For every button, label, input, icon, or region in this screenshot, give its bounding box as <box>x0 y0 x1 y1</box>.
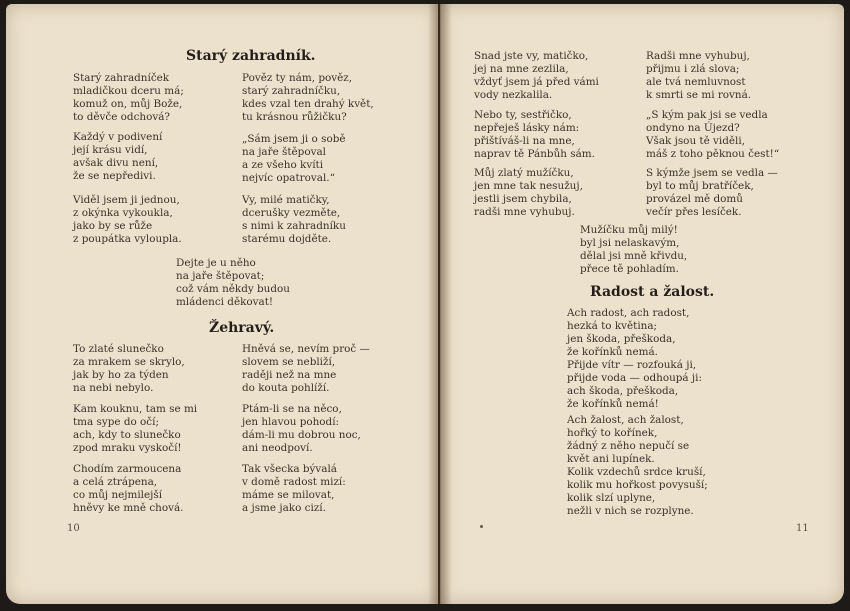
verse-line: S kýmže jsem se vedla — <box>646 167 778 179</box>
verse-line: na jaře štěpovat; <box>176 270 265 282</box>
poem-title-stary-zahradnik: Starý zahradník. <box>186 48 316 64</box>
stanza <box>73 463 183 515</box>
stanza <box>73 194 182 246</box>
verse-line: Ptám-li se na něco, <box>242 403 342 415</box>
verse-line: jestli jsem chybila, <box>474 193 572 205</box>
poem-title-radost-a-zalost: Radost a žalost. <box>590 284 715 300</box>
stanza <box>73 343 185 395</box>
verse-line: Pověz ty nám, pověz, <box>242 72 353 84</box>
stanza <box>567 307 702 411</box>
stanza <box>580 224 687 276</box>
page-mark <box>480 525 483 528</box>
verse-line: starý zahradníčku, <box>242 85 341 97</box>
verse-line: z poupátka vyloupla. <box>73 233 182 245</box>
verse-line: jen škoda, přeškoda, <box>567 333 676 345</box>
stanza <box>242 72 374 124</box>
verse-line: žádný z něho nepučí se <box>567 440 690 452</box>
book-gutter <box>428 4 452 604</box>
verse-line: byl to můj bratříček, <box>646 180 754 192</box>
stanza <box>242 463 346 515</box>
verse-line: přece tě pohladím. <box>580 263 679 275</box>
verse-line: Dejte je u něho <box>176 257 256 269</box>
stanza <box>176 257 290 309</box>
verse-line: Ach žalost, ach žalost, <box>567 414 684 426</box>
verse-line: Tak všecka bývalá <box>242 463 337 475</box>
verse-line: Kolik vzdechů srdce kruší, <box>567 466 706 478</box>
verse-line: tu krásnou růžičku? <box>242 111 347 123</box>
verse-line: Radši mne vyhubuj, <box>646 50 750 62</box>
verse-line: ach škoda, přeškoda, <box>567 385 679 397</box>
verse-line: dělal jsi mně křivdu, <box>580 250 688 262</box>
verse-line: nejvíc opatroval.“ <box>242 172 335 184</box>
verse-line: kdes vzal ten drahý květ, <box>242 98 374 110</box>
verse-line: hezká to květina; <box>567 320 658 332</box>
verse-line: že kořínků nemá! <box>567 398 659 410</box>
verse-line: z okýnka vykoukla, <box>73 207 173 219</box>
stanza <box>474 167 583 219</box>
stanza <box>646 50 751 102</box>
stanza <box>242 194 346 246</box>
verse-line: hořký to kořínek, <box>567 427 658 439</box>
verse-line: starému dojděte. <box>242 233 332 245</box>
verse-line: přijde voda — odhoupá ji: <box>567 372 702 384</box>
verse-line: Nebo ty, sestřičko, <box>474 109 572 121</box>
verse-line: ach, kdy to slunečko <box>73 429 181 441</box>
verse-line: Přijde vítr — rozfouká ji, <box>567 359 697 371</box>
verse-line: Kam kouknu, tam se mi <box>73 403 198 415</box>
verse-line: její krásu vidí, <box>73 144 148 156</box>
verse-line: Můj zlatý mužíčku, <box>474 167 574 179</box>
verse-line: za mrakem se skrylo, <box>73 356 185 368</box>
verse-line: byl jsi nelaskavým, <box>580 237 680 249</box>
verse-line: ani neodpoví. <box>242 442 313 454</box>
stanza <box>567 414 708 518</box>
verse-line: že kořínků nemá. <box>567 346 658 358</box>
verse-line: kolik mu hořkost povysuší; <box>567 479 708 491</box>
stanza <box>73 72 184 124</box>
verse-line: na nebi nebylo. <box>73 382 154 394</box>
verse-line: Starý zahradníček <box>73 72 170 84</box>
verse-line: nepřeješ lásky nám: <box>474 122 580 134</box>
verse-line: Ach radost, ach radost, <box>567 307 690 319</box>
verse-line: Vy, milé matičky, <box>242 194 330 206</box>
verse-line: to děvče odchová? <box>73 111 170 123</box>
verse-line: Chodím zarmoucena <box>73 463 182 475</box>
verse-line: a jsme jako cizí. <box>242 502 326 514</box>
stanza <box>73 403 197 455</box>
verse-line: přijmu i zlá slova; <box>646 63 740 75</box>
verse-line: jen hlavou pohodí: <box>242 416 340 428</box>
verse-line: jak by ho za týden <box>73 369 169 381</box>
verse-line: mladičkou dceru má; <box>73 85 184 97</box>
page-number-right: 11 <box>796 523 809 534</box>
verse-line: nežli v nich se rozplyne. <box>567 505 694 517</box>
verse-line: květ ani lupínek. <box>567 453 655 465</box>
verse-line: na jaře štěpoval <box>242 146 326 158</box>
verse-line: Hněvá se, nevím proč — <box>242 343 370 355</box>
stanza <box>646 109 779 161</box>
page-number-left: 10 <box>67 523 80 534</box>
verse-line: v domě radost mizí: <box>242 476 346 488</box>
verse-line: že se nepředivi. <box>73 170 156 182</box>
verse-line: do kouta pohlíží. <box>242 382 330 394</box>
verse-line: Každý v podivení <box>73 131 163 143</box>
verse-line: s nimi k zahradníku <box>242 220 346 232</box>
verse-line: přištíváš-li na mne, <box>474 135 575 147</box>
verse-line: dcerušky vezměte, <box>242 207 341 219</box>
verse-line: jako by se růže <box>73 220 153 232</box>
verse-line: ondyno na Újezd? <box>646 122 740 134</box>
verse-line: avšak divu není, <box>73 157 159 169</box>
verse-line: naprav tě Pánbůh sám. <box>474 148 595 160</box>
verse-line: „Sám jsem ji o sobě <box>242 133 346 145</box>
verse-line: kolik slzí uplyne, <box>567 492 656 504</box>
left-page <box>6 4 438 604</box>
verse-line: tma sype do očí; <box>73 416 159 428</box>
verse-line: radši mne vyhubuj. <box>474 206 575 218</box>
verse-line: což vám někdy budou <box>176 283 290 295</box>
verse-line: Mužíčku můj milý! <box>580 224 678 236</box>
verse-line: k smrti se mi rovná. <box>646 89 752 101</box>
verse-line: komuž on, můj Bože, <box>73 98 183 110</box>
poem-title-zehravy: Žehravý. <box>209 320 275 336</box>
stanza <box>474 109 595 161</box>
stanza <box>242 133 346 185</box>
right-page <box>440 4 844 604</box>
verse-line: máme se milovat, <box>242 489 335 501</box>
verse-line: provázel mě domů <box>646 193 743 205</box>
stanza <box>474 50 599 102</box>
verse-line: zpod mraku vyskočí! <box>73 442 182 454</box>
stanza <box>646 167 778 219</box>
verse-line: vždyť jsem já před vámi <box>474 76 599 88</box>
verse-line: jen mne tak nesužuj, <box>474 180 583 192</box>
verse-line: jej na mne zezlila, <box>474 63 569 75</box>
stanza <box>242 343 370 395</box>
verse-line: Snad jste vy, matičko, <box>474 50 589 62</box>
verse-line: a ze všeho kvíti <box>242 159 324 171</box>
verse-line: dám-li mu dobrou noc, <box>242 429 361 441</box>
verse-line: hněvy ke mně chová. <box>73 502 184 514</box>
verse-line: večír přes lesíček. <box>646 206 742 218</box>
verse-line: co můj nejmilejší <box>73 489 163 501</box>
verse-line: vody nezkalila. <box>474 89 553 101</box>
stanza <box>73 131 162 183</box>
verse-line: a celá ztrápena, <box>73 476 158 488</box>
verse-line: Viděl jsem ji jednou, <box>73 194 180 206</box>
verse-line: Však jsou tě viděli, <box>646 135 746 147</box>
verse-line: „S kým pak jsi se vedla <box>646 109 768 121</box>
verse-line: To zlaté slunečko <box>73 343 164 355</box>
verse-line: ale tvá nemluvnost <box>646 76 746 88</box>
verse-line: máš z toho pěknou čest!“ <box>646 148 780 160</box>
verse-line: raději než na mne <box>242 369 337 381</box>
stanza <box>242 403 361 455</box>
verse-line: mládenci děkovat! <box>176 296 274 308</box>
verse-line: slovem se nebliží, <box>242 356 336 368</box>
